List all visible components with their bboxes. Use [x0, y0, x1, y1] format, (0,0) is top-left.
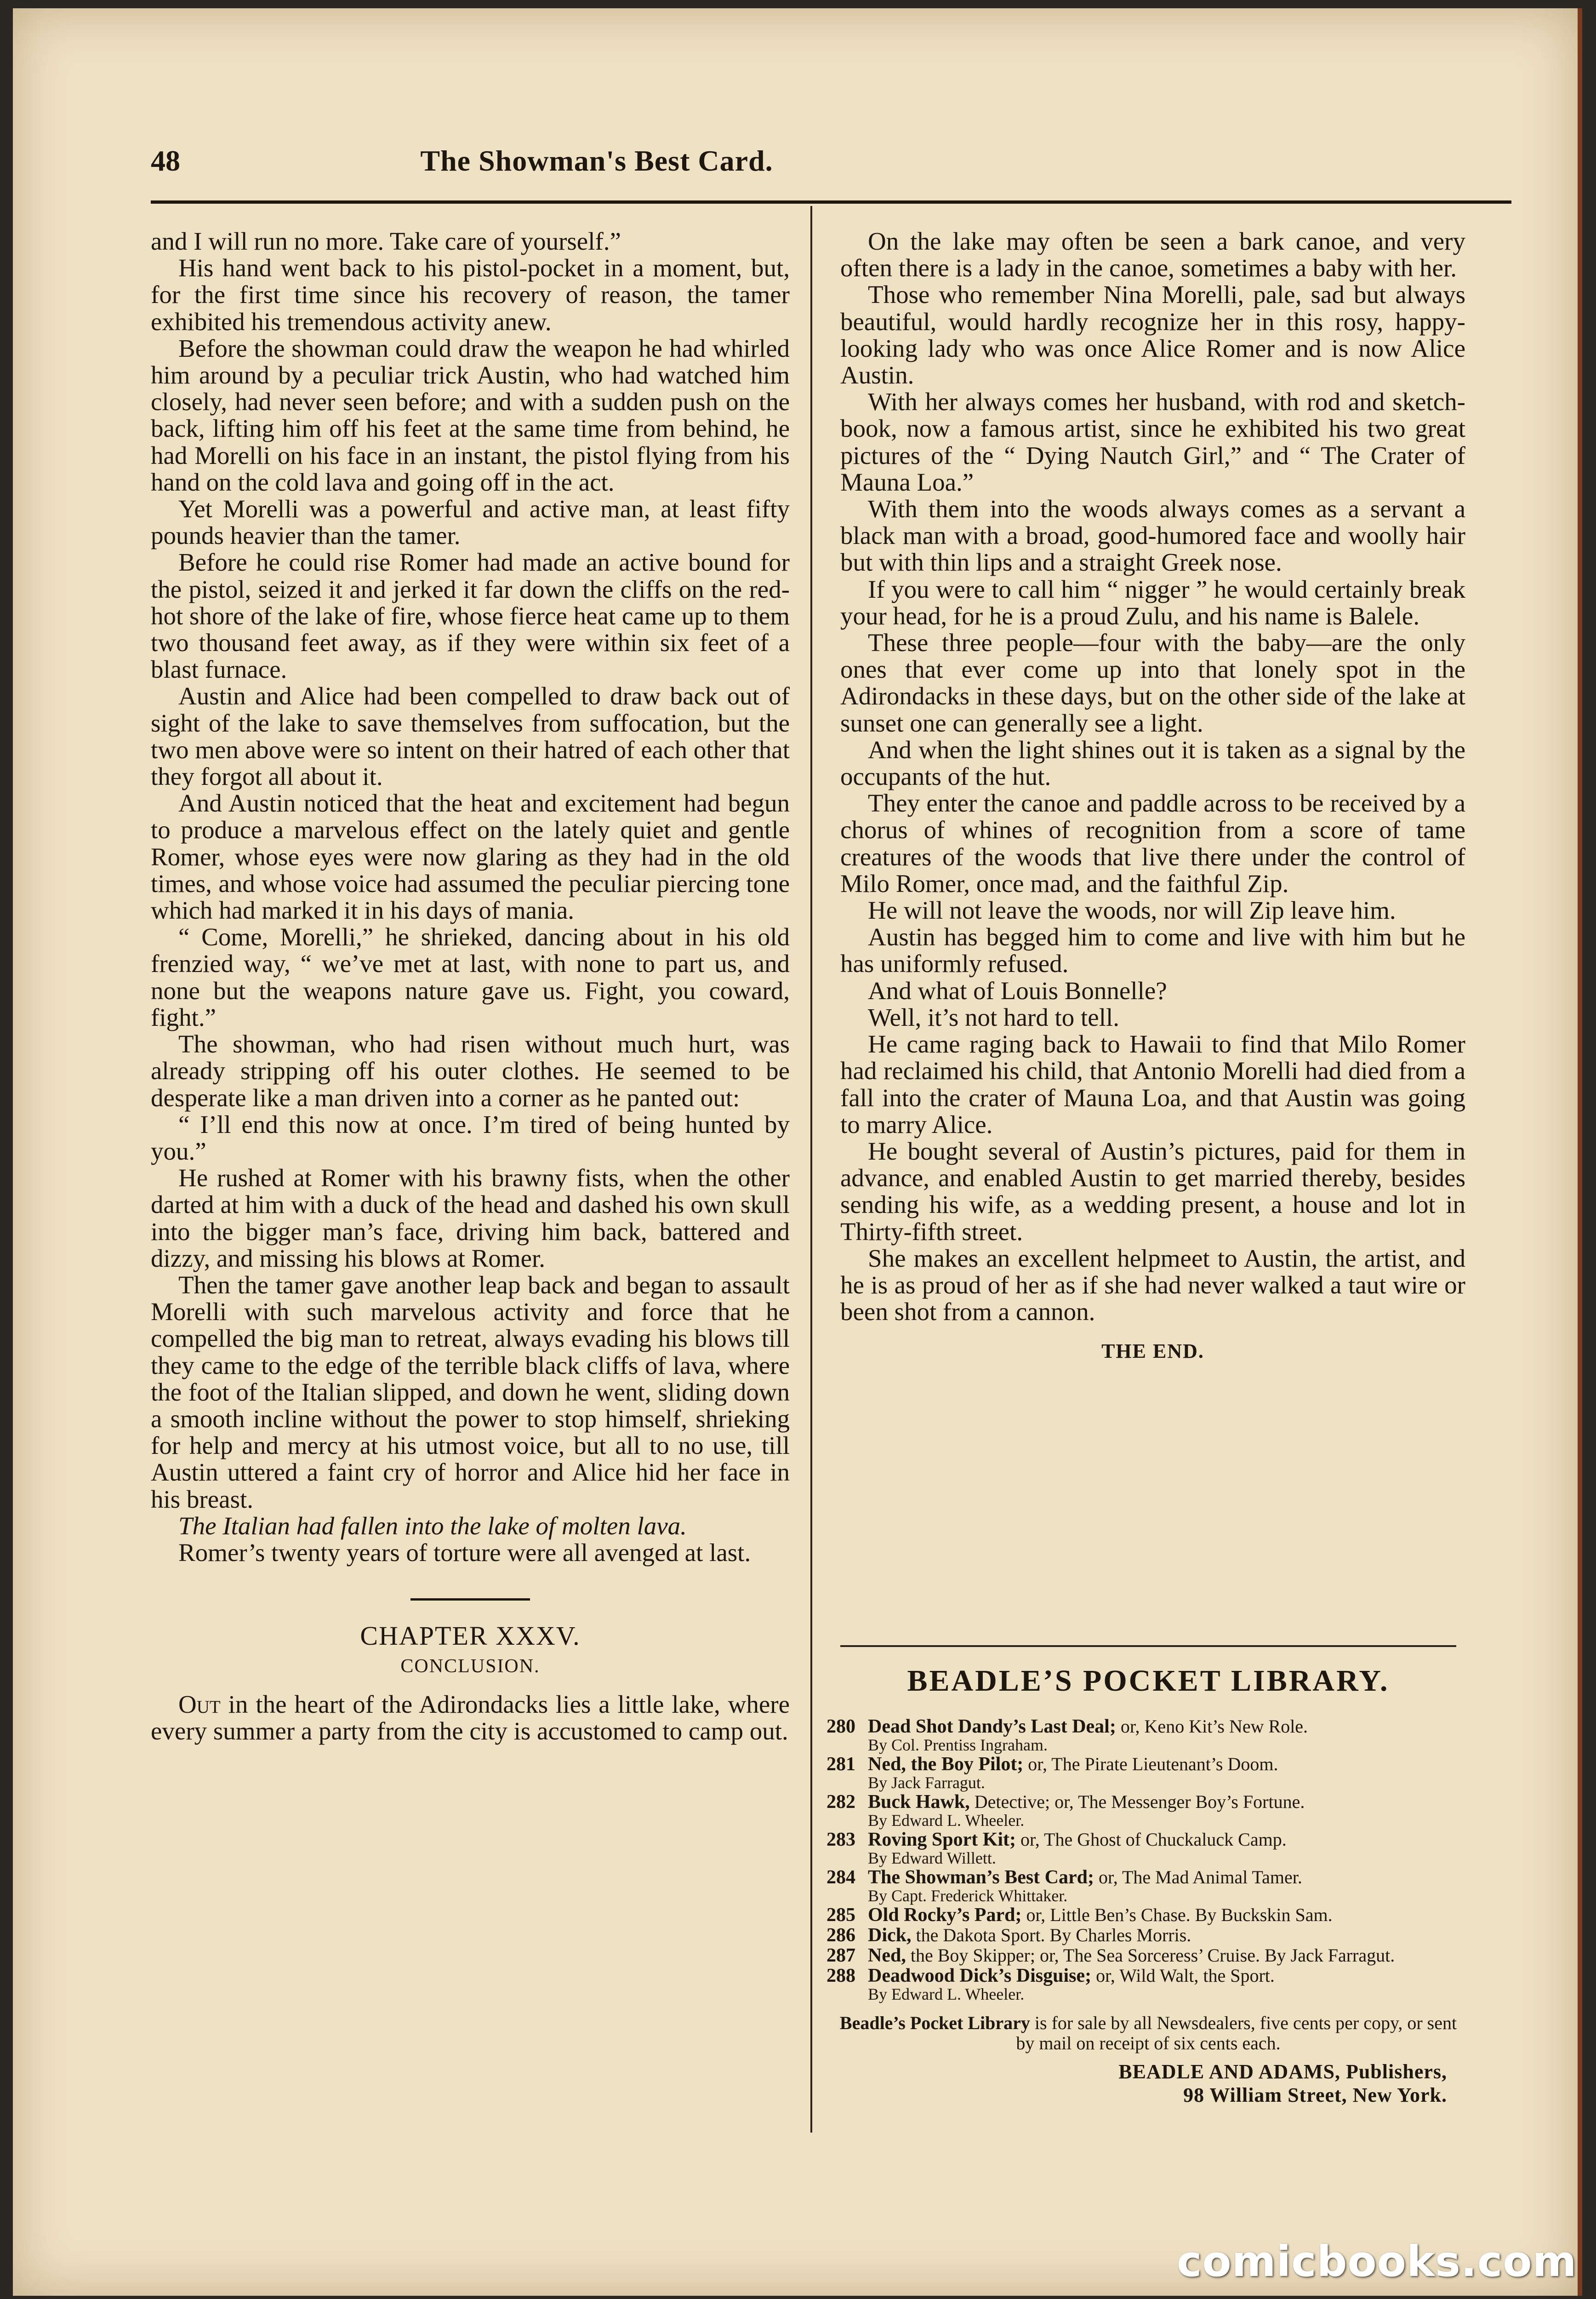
header-rule [151, 200, 1511, 204]
item-author: By Jack Farragut. [868, 1773, 985, 1792]
item-subtitle: Detective; or, The Messenger Boy’s Fortune. [969, 1791, 1305, 1812]
paragraph: They enter the canoe and paddle across to be received by a chorus of whines of recognition from a score of tame creatures of the woods that live there under the control of Milo Romer, once mad, and the faithful Zip. [840, 789, 1465, 898]
item-author: By Edward Willett. [868, 1849, 996, 1867]
item-author: By Col. Prentiss Ingraham. [868, 1736, 1048, 1754]
library-item [826, 1830, 1470, 1867]
library-item [826, 1946, 1470, 1965]
item-author: By Edward L. Wheeler. [868, 1985, 1025, 2003]
item-number: 285 [826, 1904, 855, 1926]
item-number: 284 [826, 1867, 855, 1888]
item-subtitle: or, Keno Kit’s New Role. [1116, 1716, 1308, 1737]
chapter-title: CHAPTER XXXV. [360, 1621, 581, 1651]
library-title: BEADLE’S POCKET LIBRARY. [907, 1664, 1390, 1698]
item-number: 288 [826, 1965, 855, 1986]
paragraph: She makes an excellent helpmeet to Austin, the artist, and he is as proud of her as if she had never walked a taut wire or been shot from a cannon. [840, 1244, 1465, 1326]
paragraph: and I will run no more. Take care of yourself.” [151, 227, 621, 255]
item-number: 283 [826, 1829, 855, 1850]
paragraph: And Austin noticed that the heat and excitement had begun to produce a marvelous effect on the lately quiet and gentle Romer, whose eyes were now glaring as they had in the old times, and whose voice had assumed the peculiar piercing tone which had marked it in his days of mania. [151, 789, 790, 925]
library-item [826, 1792, 1470, 1829]
paragraph: Austin and Alice had been compelled to draw back out of sight of the lake to save themselves from suffocation, but the two men above were so intent on their hatred of each other that they forgot all about it. [151, 682, 790, 791]
item-title: Ned, the Boy Pilot; [868, 1754, 1024, 1775]
paragraph: With them into the woods always comes as a servant a black man with a broad, good-humored face and woolly hair but with thin lips and a straight Greek nose. [840, 495, 1465, 577]
item-number: 287 [826, 1945, 855, 1966]
paragraph: He rushed at Romer with his brawny fists, when the other darted at him with a duck of the head and dashed his own skull into the bigger man’s face, driving him back, battered and dizzy, and missing his blows at Romer. [151, 1164, 790, 1272]
item-number: 286 [826, 1925, 855, 1946]
watermark: comicbooks.com [1177, 2237, 1577, 2286]
item-title: Roving Sport Kit; [868, 1829, 1016, 1850]
item-title: Old Rocky’s Pard; [868, 1904, 1022, 1926]
paragraph: His hand went back to his pistol-pocket in a moment, but, for the first time since his recovery of reason, the tamer exhibited his tremendous activity anew. [151, 254, 790, 336]
paragraph: He will not leave the woods, nor will Zip leave him. [868, 896, 1396, 925]
item-subtitle: or, Little Ben’s Chase. By Buckskin Sam. [1021, 1904, 1333, 1925]
item-number: 281 [826, 1754, 855, 1775]
paragraph: On the lake may often be seen a bark canoe, and very often there is a lady in the canoe, sometimes a baby with her. [840, 227, 1465, 282]
running-title: The Showman's Best Card. [420, 144, 773, 177]
library-item [826, 1717, 1470, 1754]
column-divider [810, 206, 812, 2133]
paragraph: Austin has begged him to come and live with him but he has uniformly refused. [840, 923, 1465, 978]
book-page [13, 8, 1582, 2296]
item-subtitle: or, The Ghost of Chuckaluck Camp. [1016, 1829, 1287, 1850]
paragraph: He bought several of Austin’s pictures, paid for them in advance, and enabled Austin to get married thereby, besides sending his wife, as a wedding present, a house and lot in Thirty-fifth street. [840, 1137, 1465, 1246]
the-end: THE END. [1101, 1340, 1204, 1363]
item-subtitle: or, The Pirate Lieutenant’s Doom. [1023, 1754, 1278, 1774]
item-title: The Showman’s Best Card; [868, 1867, 1094, 1888]
chapter-subtitle: CONCLUSION. [400, 1656, 540, 1677]
item-title: Dead Shot Dandy’s Last Deal; [868, 1716, 1116, 1737]
library-note-name: Beadle’s Pocket Library [839, 2013, 1030, 2033]
paragraph: Well, it’s not hard to tell. [868, 1003, 1120, 1031]
library-note [826, 2013, 1470, 2053]
library-advertisement [826, 1664, 1470, 2107]
opening-word: Out [178, 1690, 221, 1718]
item-title: Buck Hawk, [868, 1791, 970, 1813]
paragraph: Those who remember Nina Morelli, pale, sad but always beautiful, would hardly recognize her in this rosy, happy-looking lady who was once Alice Romer and is now Alice Austin. [840, 280, 1465, 389]
paragraph: Before the showman could draw the weapon he had whirled him around by a peculiar trick Austin, who had watched him closely, had never seen before; and with a sudden push on the back, lifting him off his feet at the same time from behind, he had Morelli on his face in an instant, the pistol flying from his hand on the cold lava and going off in the act. [151, 334, 790, 496]
library-item [826, 1868, 1470, 1904]
page-header [151, 144, 1043, 194]
page-number: 48 [151, 144, 180, 177]
right-column [840, 228, 1465, 1603]
item-title: Ned, [868, 1945, 906, 1966]
library-rule [840, 1645, 1456, 1647]
item-subtitle: the Dakota Sport. By Charles Morris. [911, 1925, 1191, 1945]
item-subtitle: or, Wild Walt, the Sport. [1091, 1965, 1275, 1986]
left-column [151, 228, 790, 2159]
paragraph: He came raging back to Hawaii to find that Milo Romer had reclaimed his child, that Antonio Morelli had died from a fall into the crater of Mauna Loa, and that Austin was going to marry Alice. [840, 1030, 1465, 1138]
chapter-rule [410, 1598, 530, 1601]
paragraph: And when the light shines out it is taken as a signal by the occupants of the hut. [840, 735, 1465, 791]
publisher-address: 98 William Street, New York. [1183, 2084, 1447, 2106]
paragraph: With her always comes her husband, with rod and sketch-book, now a famous artist, since he exhibited his two great pictures of the “ Dying Nautch Girl,” and “ The Crater of Mauna Loa.” [840, 388, 1465, 496]
item-number: 282 [826, 1791, 855, 1813]
item-number: 280 [826, 1716, 855, 1737]
publisher-line: BEADLE AND ADAMS, Publishers, [1118, 2060, 1447, 2083]
paragraph: These three people—four with the baby—are the only ones that ever come up into that lonely spot in the Adirondacks in these days, but on the other side of the lake at sunset one can generally see a light. [840, 629, 1465, 737]
paragraph: And what of Louis Bonnelle? [868, 976, 1167, 1005]
library-item [826, 1926, 1470, 1945]
library-note-text: is for sale by all Newsdealers, five cents per copy, or sent by mail on receipt of six cents each. [1016, 2013, 1457, 2053]
paragraph: Yet Morelli was a powerful and active man, at least fifty pounds heavier than the tamer. [151, 495, 790, 550]
chapter-opening [151, 1691, 790, 1744]
paragraph: Romer’s twenty years of torture were all avenged at last. [178, 1538, 751, 1567]
item-subtitle: the Boy Skipper; or, The Sea Sorceress’ Cruise. By Jack Farragut. [906, 1945, 1395, 1966]
opening-text: in the heart of the Adirondacks lies a little lake, where every summer a party from the city is accustomed to camp out. [151, 1690, 790, 1745]
library-item [826, 1755, 1470, 1791]
paragraph: Before he could rise Romer had made an active bound for the pistol, seized it and jerked it far down the cliffs on the red-hot shore of the lake of fire, whose fierce heat came up to them two thousand feet away, as if they were within six feet of a blast furnace. [151, 548, 790, 684]
paragraph-italic: The Italian had fallen into the lake of molten lava. [178, 1511, 687, 1540]
paragraph: “ I’ll end this now at once. I’m tired of being hunted by you.” [151, 1110, 790, 1165]
paragraph: If you were to call him “ nigger ” he would certainly break your head, for he is a proud Zulu, and his name is Balele. [840, 575, 1465, 630]
library-item [826, 1966, 1470, 2003]
paragraph: “ Come, Morelli,” he shrieked, dancing about in his old frenzied way, “ we’ve met at last, with none to part us, and none but the weapons nature gave us. Fight, you coward, fight.” [151, 923, 790, 1031]
item-title: Deadwood Dick’s Disguise; [868, 1965, 1092, 1986]
library-item [826, 1905, 1470, 1925]
paragraph: The showman, who had risen without much hurt, was already stripping off his outer clothes. He seemed to be desperate like a man driven into a corner as he panted out: [151, 1030, 790, 1112]
paragraph: Then the tamer gave another leap back and began to assault Morelli with such marvelous activity and force that he compelled the big man to retreat, always evading his blows till they came to the edge of the terrible black cliffs of lava, where the foot of the Italian slipped, and down he went, sliding down a smooth incline without the power to stop himself, shrieking for help and mercy at his utmost voice, but all to no use, till Austin uttered a faint cry of horror and Alice hid her face in his breast. [151, 1270, 790, 1513]
item-author: By Edward L. Wheeler. [868, 1811, 1025, 1830]
item-subtitle: or, The Mad Animal Tamer. [1094, 1867, 1302, 1887]
item-title: Dick, [868, 1925, 912, 1946]
item-author: By Capt. Frederick Whittaker. [868, 1887, 1068, 1905]
